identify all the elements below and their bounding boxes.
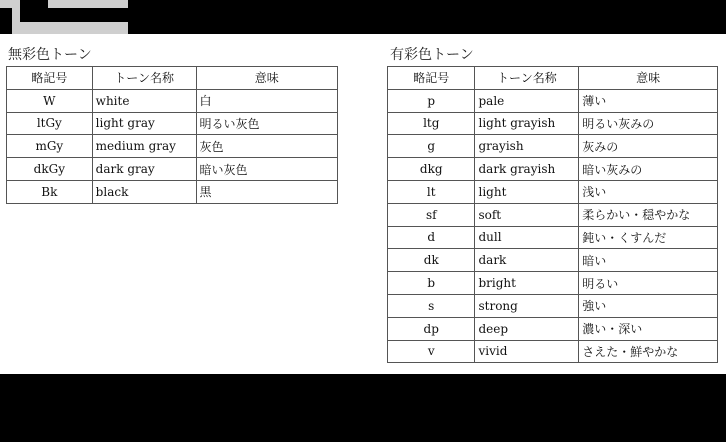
cell-meaning: さえた・鮮やかな xyxy=(579,340,718,363)
table-header-row xyxy=(7,67,338,90)
cell-abbr: Bk xyxy=(7,180,93,203)
cell-meaning: 薄い xyxy=(579,89,718,112)
table-row xyxy=(388,317,718,340)
table-row xyxy=(388,89,718,112)
cell-abbr: mGy xyxy=(7,135,93,158)
cell-abbr: dk xyxy=(388,249,475,272)
cell-abbr: b xyxy=(388,272,475,295)
cell-meaning: 濃い・深い xyxy=(579,317,718,340)
cell-tone-name: light xyxy=(475,180,579,203)
cell-tone-name: grayish xyxy=(475,135,579,158)
cell-tone-name: black xyxy=(92,180,196,203)
cell-abbr: dp xyxy=(388,317,475,340)
cell-tone-name: vivid xyxy=(475,340,579,363)
cell-abbr: lt xyxy=(388,180,475,203)
table-row xyxy=(388,180,718,203)
cell-tone-name: dull xyxy=(475,226,579,249)
table-row xyxy=(388,294,718,317)
header-abbr: 略記号 xyxy=(388,67,475,90)
header-meaning: 意味 xyxy=(579,67,718,90)
header-meaning: 意味 xyxy=(196,67,337,90)
table-row xyxy=(388,112,718,135)
cell-abbr: ltGy xyxy=(7,112,93,135)
achromatic-tone-table xyxy=(6,66,338,204)
cell-tone-name: dark grayish xyxy=(475,158,579,181)
cell-abbr: v xyxy=(388,340,475,363)
cell-abbr: dkg xyxy=(388,158,475,181)
cell-abbr: W xyxy=(7,89,93,112)
table-row xyxy=(388,249,718,272)
cell-meaning: 灰色 xyxy=(196,135,337,158)
cell-meaning: 白 xyxy=(196,89,337,112)
table-row xyxy=(388,226,718,249)
cell-meaning: 暗い xyxy=(579,249,718,272)
cell-meaning: 明るい灰色 xyxy=(196,112,337,135)
cell-tone-name: light gray xyxy=(92,112,196,135)
cell-meaning: 強い xyxy=(579,294,718,317)
chromatic-table-title: 有彩色トーン xyxy=(390,47,474,63)
table-row xyxy=(388,340,718,363)
cell-abbr: d xyxy=(388,226,475,249)
table-row xyxy=(7,180,338,203)
header-tone-name: トーン名称 xyxy=(475,67,579,90)
cell-tone-name: dark gray xyxy=(92,158,196,181)
table-row xyxy=(388,158,718,181)
cell-meaning: 明るい灰みの xyxy=(579,112,718,135)
cell-tone-name: medium gray xyxy=(92,135,196,158)
table-row xyxy=(7,89,338,112)
cell-meaning: 浅い xyxy=(579,180,718,203)
cell-tone-name: dark xyxy=(475,249,579,272)
cell-abbr: p xyxy=(388,89,475,112)
redacted-cut xyxy=(48,8,128,22)
table-row xyxy=(388,135,718,158)
redacted-header-block xyxy=(0,0,128,34)
table-row xyxy=(7,158,338,181)
achromatic-table-title: 無彩色トーン xyxy=(8,47,92,63)
cell-tone-name: soft xyxy=(475,203,579,226)
cell-abbr: ltg xyxy=(388,112,475,135)
cell-meaning: 明るい xyxy=(579,272,718,295)
cell-tone-name: white xyxy=(92,89,196,112)
cell-meaning: 柔らかい・穏やかな xyxy=(579,203,718,226)
header-tone-name: トーン名称 xyxy=(92,67,196,90)
table-row xyxy=(388,272,718,295)
cell-tone-name: light grayish xyxy=(475,112,579,135)
cell-meaning: 暗い灰色 xyxy=(196,158,337,181)
cell-abbr: dkGy xyxy=(7,158,93,181)
redacted-cut xyxy=(20,0,48,22)
cell-abbr: s xyxy=(388,294,475,317)
cell-abbr: sf xyxy=(388,203,475,226)
cell-meaning: 灰みの xyxy=(579,135,718,158)
cell-meaning: 黒 xyxy=(196,180,337,203)
cell-tone-name: bright xyxy=(475,272,579,295)
cell-tone-name: pale xyxy=(475,89,579,112)
cell-tone-name: strong xyxy=(475,294,579,317)
cell-tone-name: deep xyxy=(475,317,579,340)
cell-abbr: g xyxy=(388,135,475,158)
document-page xyxy=(0,34,726,374)
header-abbr: 略記号 xyxy=(7,67,93,90)
cell-meaning: 鈍い・くすんだ xyxy=(579,226,718,249)
redacted-cut xyxy=(0,8,12,34)
table-row xyxy=(388,203,718,226)
cell-meaning: 暗い灰みの xyxy=(579,158,718,181)
table-header-row xyxy=(388,67,718,90)
table-row xyxy=(7,135,338,158)
table-row xyxy=(7,112,338,135)
chromatic-tone-table xyxy=(387,66,718,363)
